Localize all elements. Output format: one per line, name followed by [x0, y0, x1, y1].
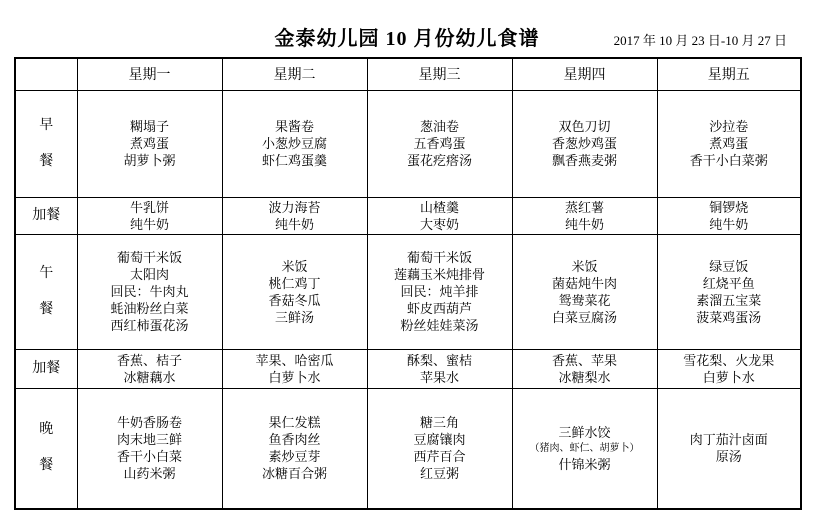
menu-line: 沙拉卷 [709, 119, 749, 134]
menu-cell-lunch-day3 [367, 234, 512, 349]
menu-line: 肉丁茄汁卤面 [689, 432, 768, 448]
menu-line: 白萝卜水 [268, 369, 321, 385]
meal-label-char: 早 [39, 117, 54, 133]
menu-line: 山楂羹 [419, 199, 459, 215]
menu-line: 蒸红薯 [564, 199, 604, 215]
menu-line: 冰糖百合粥 [261, 466, 327, 482]
menu-line: 肉末地三鲜 [116, 432, 182, 448]
meal-label-char: 餐 [39, 458, 54, 474]
meal-label-cell-breakfast [15, 90, 77, 197]
menu-line: 红烧平鱼 [702, 275, 755, 291]
menu-line: 蚝油粉丝白菜 [110, 301, 189, 316]
menu-line: 西芹百合 [413, 449, 466, 465]
menu-cell-breakfast-day1 [77, 90, 222, 197]
page-title: 金泰幼儿园 10 月份幼儿食谱 [274, 28, 540, 50]
menu-cell-lines [223, 118, 367, 169]
menu-line: 香菇冬瓜 [268, 292, 321, 308]
menu-cell-lines [78, 199, 222, 233]
corner-cell [15, 58, 77, 90]
menu-line: 三鲜汤 [274, 309, 314, 325]
menu-cell-dinner-day5 [657, 388, 801, 509]
menu-line: 白菜豆腐汤 [551, 309, 617, 325]
menu-cell-lines [513, 352, 657, 386]
meal-label [16, 267, 77, 317]
menu-line: （猪肉、虾仁、胡萝卜） [529, 442, 640, 454]
menu-cell-lines [513, 199, 657, 233]
menu-line: 什锦米粥 [558, 456, 611, 472]
day-header-3: 星期三 [367, 58, 512, 90]
menu-line: 糖三角 [419, 415, 459, 431]
menu-line: 米饭 [571, 258, 598, 274]
menu-line: 纯牛奶 [709, 216, 749, 232]
menu-line: 香蕉、桔子 [116, 352, 182, 368]
menu-line: 香蕉、苹果 [551, 352, 617, 368]
table-row-snack-pm [15, 349, 801, 388]
menu-line: 三鲜水饺 [558, 424, 611, 440]
menu-line: 粉丝娃娃菜汤 [400, 318, 479, 333]
menu-line: 小葱炒豆腐 [261, 136, 327, 151]
menu-line: 香葱炒鸡蛋 [551, 136, 617, 151]
menu-cell-snack-pm-day4 [512, 349, 657, 388]
menu-line: 葡萄干米饭 [406, 250, 472, 265]
day-header-4: 星期四 [512, 58, 657, 90]
menu-cell-lines [78, 249, 222, 334]
menu-line: 原汤 [715, 449, 742, 465]
menu-cell-snack-am-day1 [77, 197, 222, 234]
menu-line: 菌菇炖牛肉 [551, 275, 617, 291]
menu-line: 苹果、哈密瓜 [255, 352, 334, 368]
menu-line: 白萝卜水 [702, 369, 755, 385]
menu-cell-snack-am-day3 [367, 197, 512, 234]
menu-line: 果酱卷 [274, 119, 314, 134]
menu-line: 香干小白菜粥 [689, 153, 768, 168]
menu-cell-lines [368, 199, 512, 233]
menu-line: 鱼香肉丝 [268, 432, 321, 448]
menu-cell-lines [223, 414, 367, 482]
menu-line: 香干小白菜 [116, 449, 182, 465]
menu-line: 酥梨、蜜桔 [406, 352, 472, 368]
date-range: 2017 年 10 月 23 日-10 月 27 日 [613, 33, 787, 48]
menu-cell-snack-pm-day1 [77, 349, 222, 388]
meal-label-cell-snack-pm [15, 349, 77, 388]
menu-line: 纯牛奶 [129, 216, 169, 232]
menu-line: 煮鸡蛋 [709, 136, 749, 151]
menu-cell-snack-pm-day2 [222, 349, 367, 388]
menu-cell-lines [78, 414, 222, 482]
menu-cell-lines [658, 199, 801, 233]
menu-cell-lunch-day5 [657, 234, 801, 349]
menu-line: 红豆粥 [419, 466, 459, 482]
meal-label-char: 餐 [39, 301, 54, 317]
menu-table [14, 57, 802, 510]
menu-line: 纯牛奶 [274, 216, 314, 232]
menu-line: 冰糖藕水 [123, 369, 176, 385]
menu-cell-lines [78, 118, 222, 169]
menu-cell-lines [658, 352, 801, 386]
menu-cell-breakfast-day4 [512, 90, 657, 197]
menu-cell-lines [658, 431, 801, 465]
table-row-dinner [15, 388, 801, 509]
menu-line: 回民：牛肉丸 [110, 284, 189, 299]
menu-cell-lines [78, 352, 222, 386]
meal-label-cell-dinner [15, 388, 77, 509]
menu-cell-dinner-day2 [222, 388, 367, 509]
meal-label-cell-lunch [15, 234, 77, 349]
menu-line: 绿豆饭 [709, 258, 749, 274]
menu-line: 铜锣烧 [709, 199, 749, 215]
meal-label [16, 423, 77, 473]
meal-label-char: 午 [39, 265, 54, 281]
menu-line: 素溜五宝菜 [696, 292, 762, 308]
menu-line: 虾仁鸡蛋羹 [261, 153, 327, 168]
menu-line: 葱油卷 [419, 119, 459, 134]
meal-label-char: 晚 [39, 422, 54, 438]
table-header-row [15, 58, 801, 90]
menu-cell-lines [368, 249, 512, 334]
menu-line: 豆腐镶肉 [413, 432, 466, 448]
menu-cell-dinner-day3 [367, 388, 512, 509]
menu-cell-dinner-day1 [77, 388, 222, 509]
menu-line: 苹果水 [419, 369, 459, 385]
day-header-1: 星期一 [77, 58, 222, 90]
menu-line: 糊塌子 [129, 119, 169, 134]
menu-line: 牛乳饼 [129, 199, 169, 215]
menu-line: 牛奶香肠卷 [116, 415, 182, 431]
menu-line: 西红柿蛋花汤 [110, 318, 189, 333]
menu-line: 飘香燕麦粥 [551, 153, 617, 168]
document-header [0, 0, 814, 56]
menu-cell-lines [368, 352, 512, 386]
menu-cell-lunch-day1 [77, 234, 222, 349]
meal-label: 加餐 [32, 207, 61, 223]
menu-line: 回民：炖羊排 [400, 284, 479, 299]
menu-cell-breakfast-day5 [657, 90, 801, 197]
menu-table-body [15, 90, 801, 509]
menu-line: 素炒豆芽 [268, 449, 321, 465]
menu-line: 桃仁鸡丁 [268, 275, 321, 291]
menu-cell-snack-pm-day3 [367, 349, 512, 388]
menu-line: 莲藕玉米炖排骨 [393, 267, 485, 282]
meal-label: 加餐 [32, 360, 61, 376]
menu-cell-lines [658, 258, 801, 326]
menu-cell-lines [223, 199, 367, 233]
menu-line: 五香鸡蛋 [413, 136, 466, 151]
menu-line: 葡萄干米饭 [116, 250, 182, 265]
day-header-5: 星期五 [657, 58, 801, 90]
menu-cell-lunch-day4 [512, 234, 657, 349]
menu-line: 山药米粥 [123, 466, 176, 482]
menu-line: 冰糖梨水 [558, 369, 611, 385]
meal-label [16, 119, 77, 169]
menu-cell-dinner-day4 [512, 388, 657, 509]
menu-cell-lines [223, 258, 367, 326]
menu-line: 大枣奶 [419, 216, 459, 232]
menu-line: 双色刀切 [558, 119, 611, 134]
menu-cell-breakfast-day2 [222, 90, 367, 197]
menu-line: 太阳肉 [129, 267, 169, 282]
table-row-lunch [15, 234, 801, 349]
menu-line: 雪花梨、火龙果 [683, 352, 775, 368]
menu-line: 鸳鸯菜花 [558, 292, 611, 308]
menu-cell-snack-am-day2 [222, 197, 367, 234]
menu-line: 菠菜鸡蛋汤 [696, 309, 762, 325]
menu-cell-lunch-day2 [222, 234, 367, 349]
menu-cell-snack-pm-day5 [657, 349, 801, 388]
menu-line: 蛋花疙瘩汤 [406, 153, 472, 168]
menu-line: 虾皮西葫芦 [406, 301, 472, 316]
menu-cell-lines [223, 352, 367, 386]
day-header-2: 星期二 [222, 58, 367, 90]
menu-line: 米饭 [281, 258, 308, 274]
menu-cell-lines [368, 118, 512, 169]
table-row-breakfast [15, 90, 801, 197]
menu-cell-lines [513, 258, 657, 326]
menu-cell-lines [658, 118, 801, 169]
menu-cell-snack-am-day5 [657, 197, 801, 234]
menu-cell-breakfast-day3 [367, 90, 512, 197]
menu-line: 煮鸡蛋 [129, 136, 169, 151]
menu-cell-snack-am-day4 [512, 197, 657, 234]
menu-table-head [15, 58, 801, 90]
menu-cell-lines [513, 118, 657, 169]
menu-cell-lines [368, 414, 512, 482]
menu-line: 纯牛奶 [564, 216, 604, 232]
menu-line: 波力海苔 [268, 199, 321, 215]
meal-label-cell-snack-am [15, 197, 77, 234]
table-row-snack-am [15, 197, 801, 234]
menu-cell-lines [513, 424, 657, 473]
menu-line: 果仁发糕 [268, 415, 321, 431]
meal-label-char: 餐 [39, 153, 54, 169]
menu-line: 胡萝卜粥 [123, 153, 176, 168]
